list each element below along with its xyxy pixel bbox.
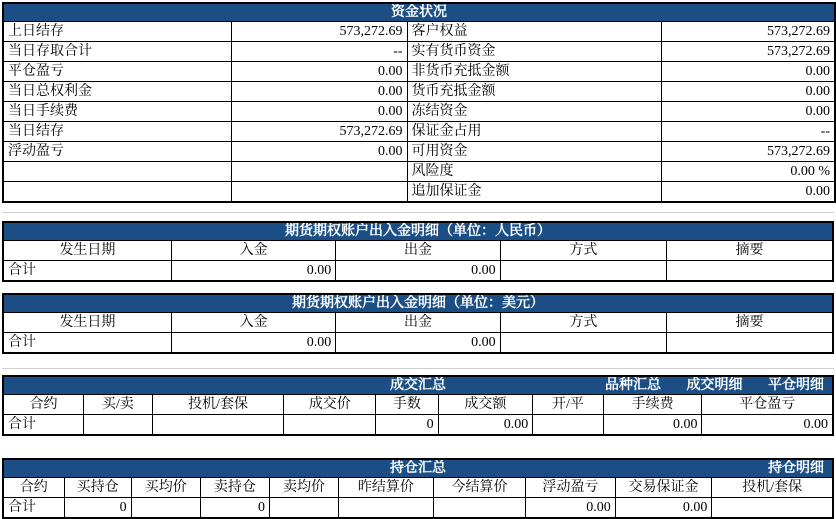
column-header: 入金 [171,241,335,261]
funds-title: 资金状况 [391,5,447,20]
trade-summary-header-bar [3,376,833,395]
funds-label: 非货币充抵金额 [407,62,661,82]
funds-label: 客户权益 [407,22,661,42]
funds-value: -- [661,122,835,142]
trade-summary-table [2,375,834,436]
cash-flow-cny-table [2,221,834,282]
trade-summary-links [583,377,824,394]
funds-label: 上日结存 [3,22,231,42]
funds-label [3,162,231,182]
deposit-total: 0.00 [171,261,335,282]
column-header: 方式 [500,241,666,261]
funds-value: -- [231,42,407,62]
funds-value [231,182,407,203]
position-summary-table [2,458,834,519]
funds-value: 0.00 [231,62,407,82]
close-pnl-cell: 0.00 [702,415,833,436]
total-label: 合计 [3,498,64,519]
method-cell [500,261,666,282]
funds-label: 保证金占用 [407,122,661,142]
cash-flow-usd-total-row [3,333,833,354]
funds-table [2,2,836,203]
cash-flow-usd-table [2,293,834,354]
funds-value: 573,272.69 [231,122,407,142]
funds-value: 0.00 [661,182,835,203]
method-cell [500,333,666,354]
column-header: 交易保证金 [615,478,712,498]
funds-label: 当日结存 [3,122,231,142]
column-header: 平仓盈亏 [702,395,833,415]
funds-value: 573,272.69 [661,42,835,62]
section-separator [2,368,834,369]
buy-sell-cell [84,415,152,436]
funds-value: 573,272.69 [231,22,407,42]
funds-label: 平仓盈亏 [3,62,231,82]
funds-label: 实有货币资金 [407,42,661,62]
cash-flow-usd-title: 期货期权账户出入金明细（单位：美元） [292,296,544,311]
funds-row [3,62,835,82]
section-separator [2,212,834,213]
trade-price-cell [284,415,376,436]
cash-flow-cny-total-row [3,261,833,282]
trade-summary-total-row [3,415,833,436]
column-header: 手续费 [603,395,702,415]
lots-cell: 0 [376,415,438,436]
funds-row [3,122,835,142]
column-header: 今结算价 [433,478,526,498]
column-header: 浮动盈亏 [526,478,616,498]
funds-label: 当日存取合计 [3,42,231,62]
trade-summary-title: 成交汇总 [390,378,446,393]
trade-summary-column-headers [3,395,833,415]
spec-hedge-cell [152,415,284,436]
cash-flow-usd-column-headers [3,313,833,333]
funds-value [231,162,407,182]
column-header: 昨结算价 [339,478,434,498]
funds-label: 货币充抵金额 [407,82,661,102]
column-header: 卖持仓 [200,478,269,498]
total-label: 合计 [3,261,171,282]
column-header: 买/卖 [84,395,152,415]
funds-label: 风险度 [407,162,661,182]
link-close-detail[interactable]: 平仓明细 [768,378,824,393]
floating-pnl-cell: 0.00 [526,498,616,519]
funds-row [3,22,835,42]
funds-label: 浮动盈亏 [3,142,231,162]
link-position-detail[interactable]: 持仓明细 [768,461,824,476]
column-header: 发生日期 [3,241,171,261]
column-header: 成交价 [284,395,376,415]
deposit-total: 0.00 [171,333,335,354]
total-label: 合计 [3,333,171,354]
funds-label: 当日手续费 [3,102,231,122]
funds-value: 0.00 [231,102,407,122]
column-header: 开/平 [533,395,604,415]
position-summary-title: 持仓汇总 [390,461,446,476]
funds-value: 0.00 [231,82,407,102]
funds-row [3,182,835,203]
position-summary-links [746,460,824,477]
long-position-cell: 0 [64,498,131,519]
column-header: 买均价 [131,478,200,498]
column-header: 合约 [3,478,64,498]
funds-row [3,42,835,62]
turnover-cell: 0.00 [438,415,533,436]
funds-label [3,182,231,203]
funds-value: 0.00 [661,102,835,122]
column-header: 投机/套保 [152,395,284,415]
fee-cell: 0.00 [603,415,702,436]
column-header: 发生日期 [3,313,171,333]
cash-flow-cny-header-bar [3,222,833,241]
trade-margin-cell: 0.00 [615,498,712,519]
funds-row [3,142,835,162]
column-header: 手数 [376,395,438,415]
column-header: 出金 [336,241,500,261]
funds-label: 可用资金 [407,142,661,162]
column-header: 合约 [3,395,84,415]
column-header: 卖均价 [269,478,338,498]
link-trade-detail[interactable]: 成交明细 [686,378,743,393]
funds-row [3,102,835,122]
section-gap [2,282,834,293]
section-gap [2,436,834,458]
funds-row [3,162,835,182]
funds-label: 当日总权利金 [3,82,231,102]
funds-label: 冻结资金 [407,102,661,122]
position-summary-column-headers [3,478,833,498]
memo-cell [667,333,833,354]
funds-label: 追加保证金 [407,182,661,203]
column-header: 摘要 [667,241,833,261]
funds-value: 573,272.69 [661,142,835,162]
column-header: 投机/套保 [712,478,833,498]
cash-flow-cny-column-headers [3,241,833,261]
column-header: 摘要 [667,313,833,333]
funds-row [3,82,835,102]
funds-value: 0.00 % [661,162,835,182]
open-close-cell [533,415,604,436]
funds-value: 0.00 [231,142,407,162]
column-header: 买持仓 [64,478,131,498]
withdrawal-total: 0.00 [336,261,500,282]
column-header: 方式 [500,313,666,333]
short-position-cell: 0 [200,498,269,519]
column-header: 入金 [171,313,335,333]
memo-cell [667,261,833,282]
cash-flow-cny-title: 期货期权账户出入金明细（单位：人民币） [285,224,551,239]
funds-header-bar [3,3,835,22]
funds-value: 0.00 [661,62,835,82]
cash-flow-usd-header-bar [3,294,833,313]
funds-value: 0.00 [661,82,835,102]
withdrawal-total: 0.00 [336,333,500,354]
link-variety-summary[interactable]: 品种汇总 [605,378,661,393]
column-header: 成交额 [438,395,533,415]
funds-value: 573,272.69 [661,22,835,42]
column-header: 出金 [336,313,500,333]
total-label: 合计 [3,415,84,436]
position-summary-header-bar [3,459,833,478]
